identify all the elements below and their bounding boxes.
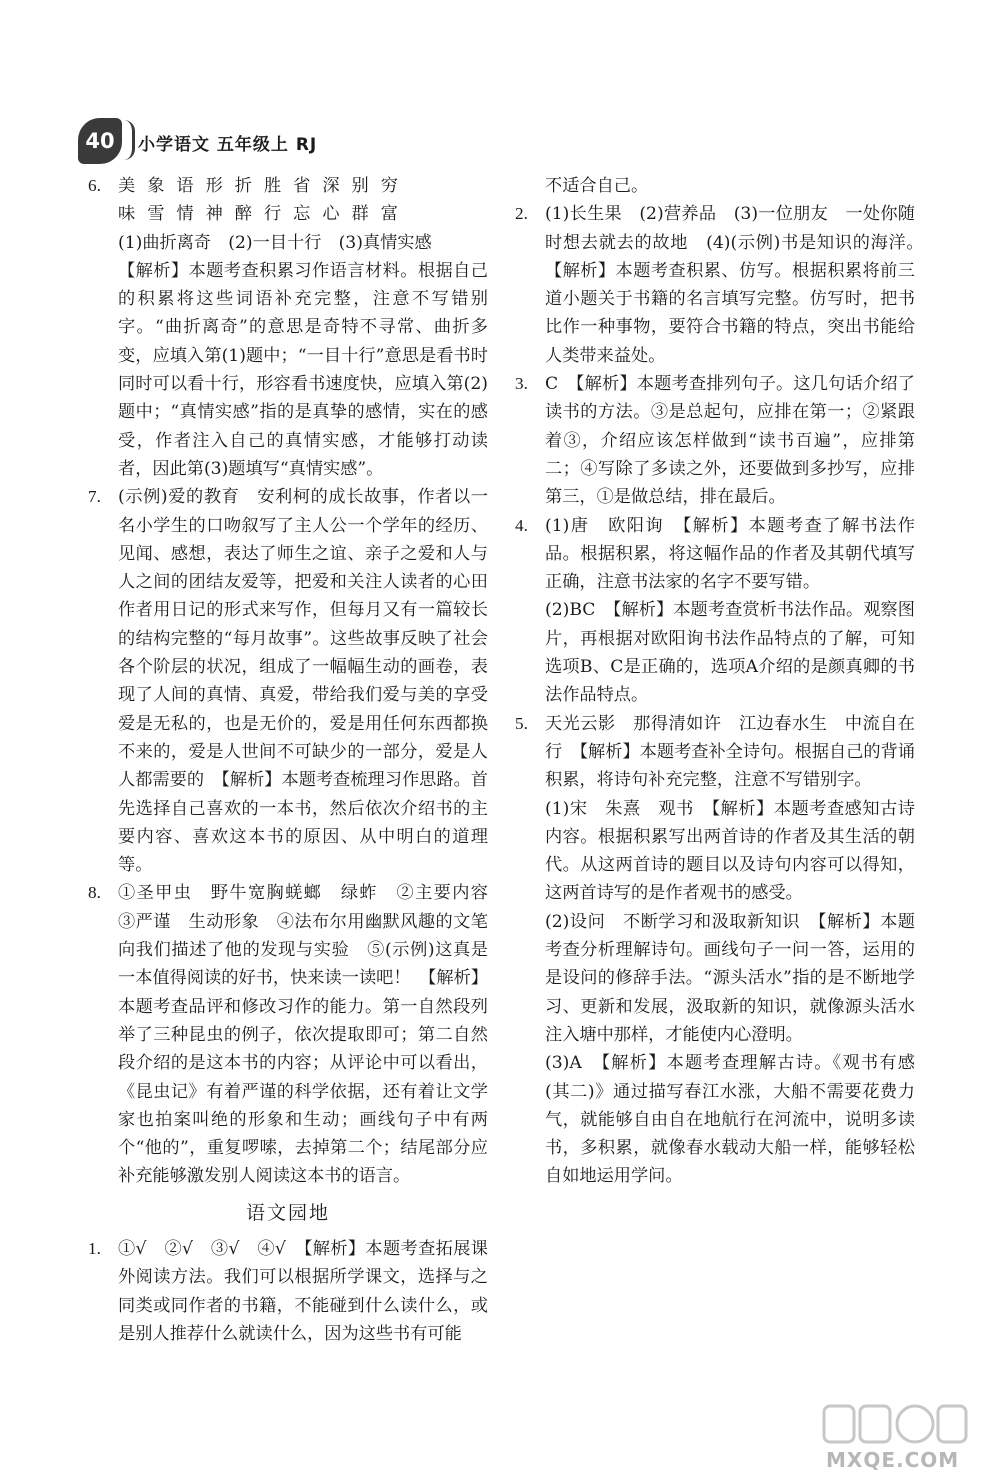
- section-title: 语文园地: [245, 1201, 330, 1224]
- question-number: 4.: [515, 515, 528, 535]
- answer-text: (1)唐 欧阳询 【解析】本题考查了解书法作品。根据积累，将这幅作品的作者及其朝代填写正确，注意书法家的名字不要写错。: [545, 515, 915, 593]
- question-8: [88, 879, 506, 1190]
- answer-text: (示例)爱的教育 安利柯的成长故事，作者以一名小学生的口吻叙写了主人公一个学年的经历、见闻、感想，表达了师生之谊、亲子之爱和人与人之间的团结友爱等，把爱和关注人读者的心田作者用日记的形式来写作，但每月又有一篇较长的结构完整的“每月故事”。这些故事反映了社会各个阶层的状况，组成了一幅幅生动的画卷，表现了人间的真情、真爱，带给我们爱与美的享受 爱是无私的，也是无价的，爱是用任何东西都换不来的，爱是人世间不可缺少的一部分，爱是人人都需要的 【解析】本题考查梳理习作思路。首先选择自己喜欢的一本书，然后依次介绍书的主要内容、喜欢这本书的原因、从中明白的道理等。: [118, 487, 523, 876]
- page-number-badge: 40: [78, 118, 122, 164]
- sub-answer-1: (1)宋 朱熹 观书 【解析】本题考查感知古诗内容。根据积累写出两首诗的作者及其生活的朝代。从这两首诗的题目以及诗句内容可以得知，这两首诗写的是作者观书的感受。: [545, 798, 915, 904]
- page-header: [78, 118, 498, 168]
- watermark-site: MXQE.COM: [826, 1448, 960, 1472]
- answer-text: (1)长生果 (2)营养品 (3)一位朋友 一处你随时想去就去的故地 (4)(示例)书是知识的海洋。 【解析】本题考查积累、仿写。根据积累将前三道小题关于书籍的名言填写完整。仿写时，把书比作一种事物，要符合书籍的特点，突出书能给人类带来益处。: [545, 204, 933, 366]
- word-row-1: 美象语形折胜省深别穷: [118, 176, 410, 196]
- word-row-2: 味雪情神醉行忘心群富: [118, 204, 410, 225]
- garden-question-1-continued: [515, 172, 915, 200]
- question-6: [88, 172, 488, 483]
- answer-text: C 【解析】本题考查排列句子。这几句话介绍了读书的方法。③是总起句，应排在第一；②紧跟着③，介绍应该怎样做到“读书百遍”，应排第二；④写除了多读之外，还要做到多抄写，应排第三，①是做总结，排在最后。: [545, 374, 915, 508]
- garden-question-1: [88, 1235, 488, 1348]
- answer-text: ①√ ②√ ③√ ④√ 【解析】本题考查拓展课外阅读方法。我们可以根据所学课文，选择与之同类或同作者的书籍，不能碰到什么读什么，或是别人推荐什么就读什么，因为这些书有可能: [118, 1238, 488, 1344]
- question-number: 3.: [515, 374, 528, 394]
- answer-text: ①圣甲虫 野牛宽胸蜣螂 绿蚱 ②主要内容 ③严谨 生动形象 ④法布尔用幽默风趣的文笔向我们描述了他的发现与实验 ⑤(示例)这真是一本值得阅读的好书，快来读一读吧！ 【解析】本题考查品评和修改习作的能力。第一自然段列举了三种昆虫的例子，依次提取即可；第二自然段介绍的是这本书的内容；从评论中可以看出，《昆虫记》有着严谨的科学依据，还有着让文学家也拍案叫绝的形象和生动；画线句子中有两个“他的”，重复啰嗦，去掉第二个；结尾部分应补充能够激发别人阅读这本书的语言。: [118, 883, 506, 1187]
- answer-line: (1)曲折离奇 (2)一目十行 (3)真情实感: [118, 232, 432, 253]
- question-number: 6.: [88, 176, 101, 195]
- book-title: 小学语文 五年级上 RJ: [138, 135, 318, 155]
- sub-answer-3: (3)A 【解析】本题考查理解古诗。《观书有感(其二)》通过描写春江水涨，大船不需要花费力气，就能够自由自在地航行在河流中，说明多读书，多积累，就像春水载动大船一样，能够轻松自如地运用学问。: [545, 1053, 915, 1187]
- analysis-text: 【解析】本题考查积累习作语言材料。根据自己的积累将这些词语补充完整，注意不写错别字。“曲折离奇”的意思是奇特不寻常、曲折多变，应填入第(1)题中；“一目十行”意思是看书时同时可以看十行，形容看书速度快，应填入第(2)题中；“真情实感”指的是真挚的感情，实在的感受，作者注入自己的真情实感，才能够打动读者，因此第(3)题填写“真情实感”。: [118, 260, 488, 479]
- left-column: [88, 172, 523, 1348]
- garden-question-2: [515, 200, 933, 370]
- question-number: 7.: [88, 487, 101, 507]
- right-column: [515, 172, 933, 1191]
- garden-question-4: [515, 512, 915, 710]
- badge-arc-decoration: [124, 120, 135, 160]
- question-number: 5.: [515, 713, 528, 733]
- watermark-logo-icon: [820, 1400, 970, 1450]
- question-number: 2.: [515, 204, 528, 224]
- question-number: 8.: [88, 883, 101, 903]
- garden-question-5: [515, 710, 915, 1191]
- sub-answer-2: (2)设问 不断学习和汲取新知识 【解析】本题考查分析理解诗句。画线句子一问一答，运用的是设问的修辞手法。“源头活水”指的是不断地学习、更新和发展，汲取新的知识，就像源头活水注入塘中那样，才能使内心澄明。: [545, 911, 915, 1045]
- question-7: [88, 483, 523, 879]
- question-number: 1.: [88, 1238, 101, 1258]
- garden-question-3: [515, 370, 915, 511]
- sub-answer-2: (2)BC 【解析】本题考查赏析书法作品。观察图片，再根据对欧阳询书法作品特点的了解，可知选项B、C是正确的，选项A介绍的是颜真卿的书法作品特点。: [545, 600, 915, 706]
- answer-text: 天光云影 那得清如许 江边春水生 中流自在行 【解析】本题考查补全诗句。根据自己的背诵积累，将诗句补充完整，注意不写错别字。: [545, 713, 915, 791]
- continued-text: 不适合自己。: [545, 176, 649, 196]
